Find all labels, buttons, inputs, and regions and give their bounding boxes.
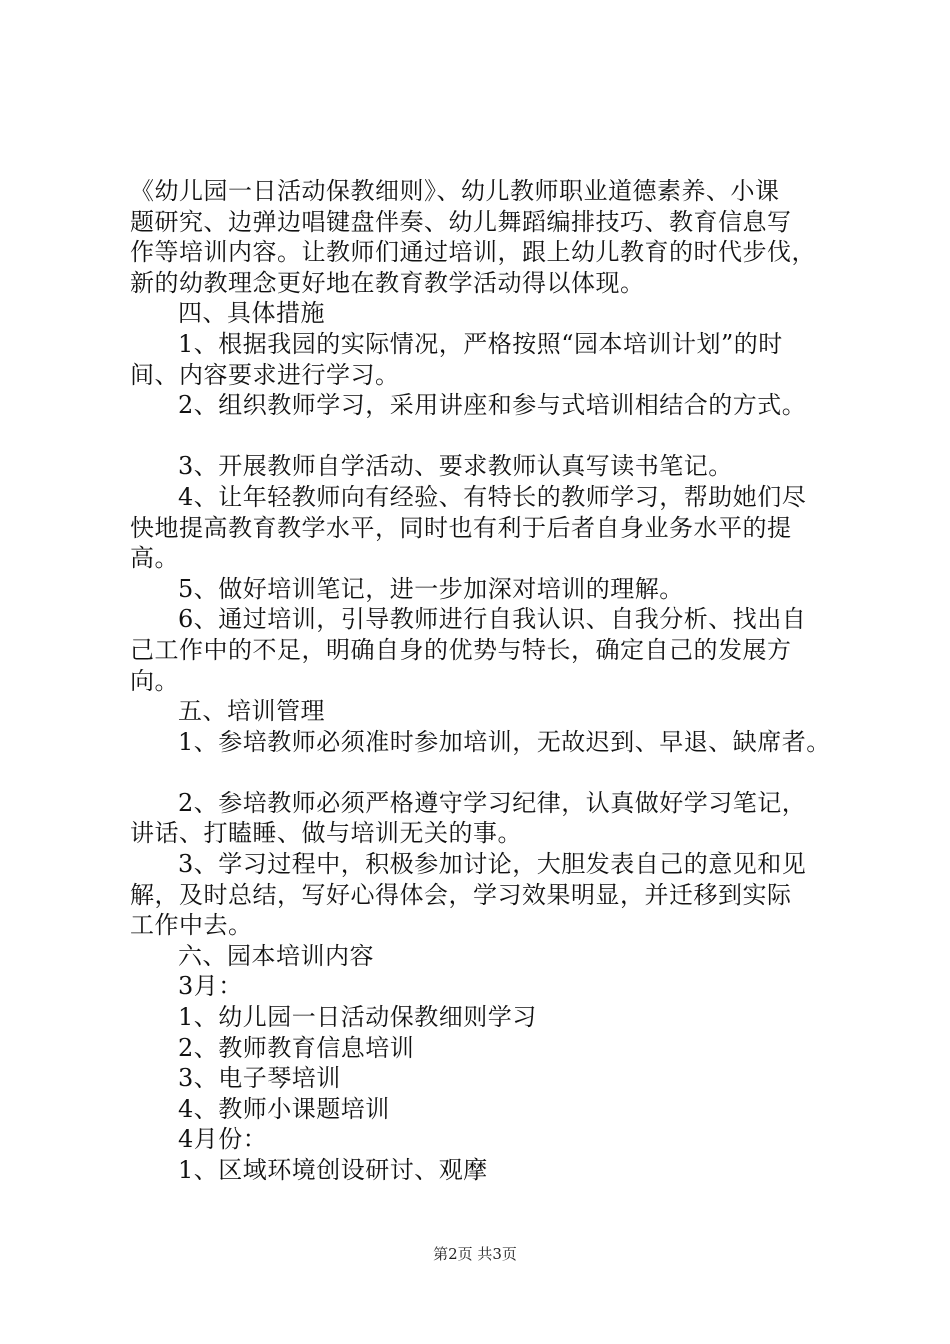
text-line: 1、参培教师必须准时参加培训，无故迟到、早退、缺席者。 (178, 727, 831, 756)
text-line: 向。 (130, 666, 179, 695)
text-line: 3月： (178, 972, 243, 1001)
text-line: 五、培训管理 (178, 697, 325, 726)
document-body (130, 176, 850, 1186)
text-line: 工作中去。 (130, 911, 253, 940)
text-line: 《幼儿园一日活动保教细则》、幼儿教师职业道德素养、小课 (130, 177, 780, 205)
text-line: 解，及时总结，写好心得体会，学习效果明显，并迁移到实际 (130, 880, 792, 909)
text-line: 间、内容要求进行学习。 (130, 360, 400, 389)
text-line: 己工作中的不足，明确自身的优势与特长，确定自己的发展方 (130, 635, 792, 664)
text-line: 3、学习过程中，积极参加讨论，大胆发表自己的意见和见 (178, 850, 807, 879)
text-line: 4、让年轻教师向有经验、有特长的教师学习，帮助她们尽 (178, 482, 807, 511)
text-line: 题研究、边弹边唱键盘伴奏、幼儿舞蹈编排技巧、教育信息写 (130, 207, 792, 236)
text-line: 4月份： (178, 1125, 268, 1154)
text-line: 6、通过培训，引导教师进行自我认识、自我分析、找出自 (178, 605, 807, 634)
text-line: 2、组织教师学习，采用讲座和参与式培训相结合的方式。 (178, 391, 807, 420)
blank-line (130, 757, 850, 788)
text-line: 1、区域环境创设研讨、观摩 (178, 1156, 488, 1184)
text-line: 4、教师小课题培训 (178, 1094, 390, 1123)
text-line: 2、参培教师必须严格遵守学习纪律，认真做好学习笔记， (178, 788, 807, 817)
text-line: 六、园本培训内容 (178, 941, 374, 970)
text-line: 新的幼教理念更好地在教育教学活动得以体现。 (130, 268, 645, 297)
text-line: 1、根据我园的实际情况，严格按照“园本培训计划”的时 (178, 329, 783, 358)
text-line: 3、电子琴培训 (178, 1064, 341, 1093)
page-footer: 第2页 共3页 (433, 1245, 517, 1263)
text-line: 1、幼儿园一日活动保教细则学习 (178, 1003, 537, 1032)
text-line: 快地提高教育教学水平，同时也有利于后者自身业务水平的提 (130, 513, 792, 542)
text-line: 3、开展教师自学活动、要求教师认真写读书笔记。 (178, 452, 733, 481)
text-line: 作等培训内容。让教师们通过培训，跟上幼儿教育的时代步伐， (130, 238, 816, 267)
blank-line (130, 421, 850, 452)
text-line: 讲话、打瞌睡、做与培训无关的事。 (130, 819, 522, 848)
text-line: 5、做好培训笔记，进一步加深对培训的理解。 (178, 574, 684, 603)
text-line: 高。 (130, 544, 179, 573)
text-line: 四、具体措施 (178, 299, 325, 328)
text-line: 2、教师教育信息培训 (178, 1033, 415, 1062)
